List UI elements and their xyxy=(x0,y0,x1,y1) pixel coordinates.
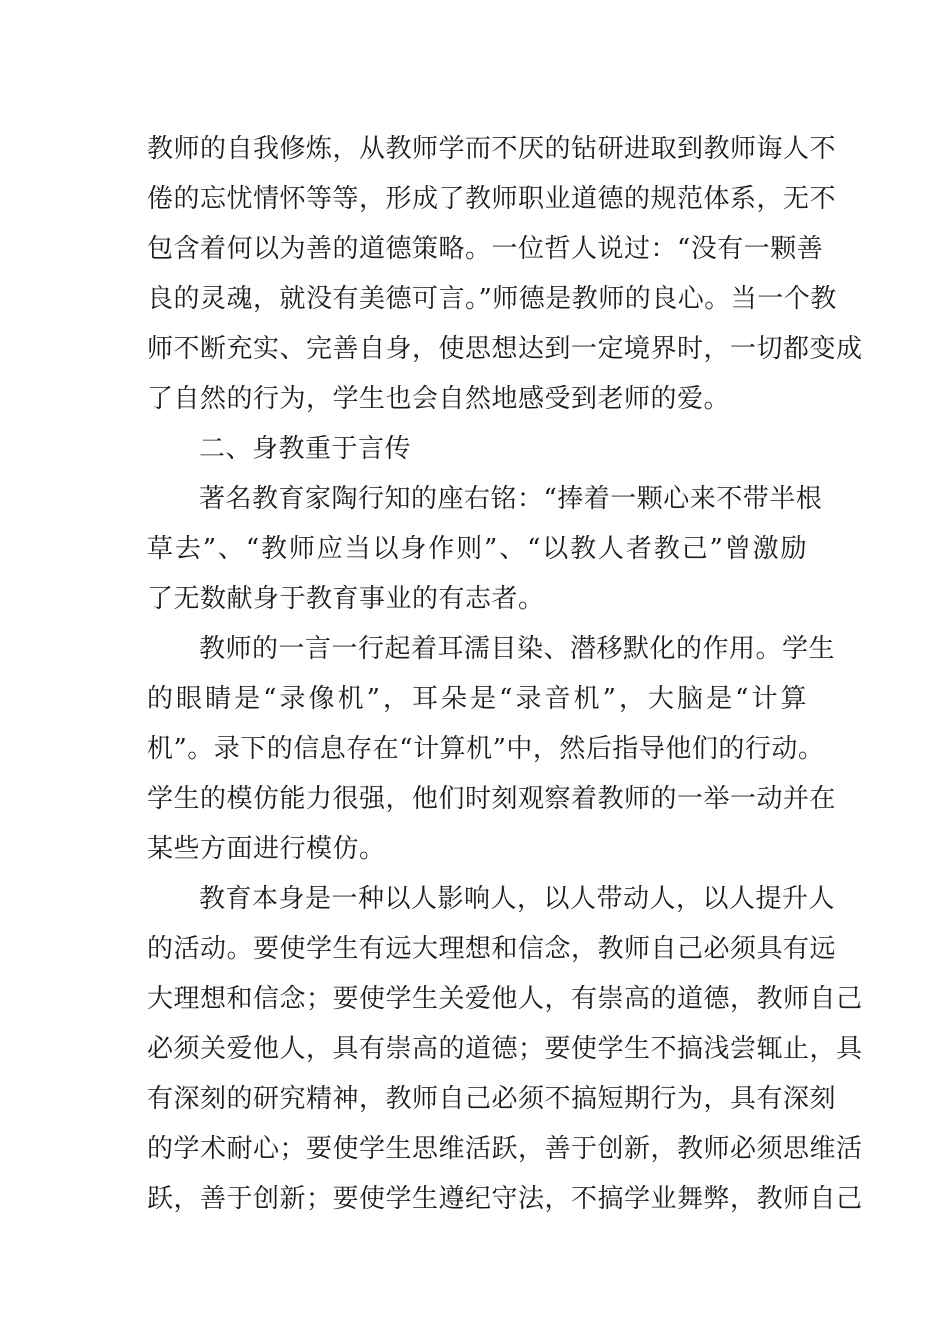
text-line: 师不断充实、完善自身，使思想达到一定境界时，一切都变成 xyxy=(147,334,863,364)
text-line: 跃，善于创新；要使学生遵纪守法，不搞学业舞弊，教师自己 xyxy=(147,1184,863,1214)
section-heading: 二、身教重于言传 xyxy=(199,434,412,464)
text-line: 包含着何以为善的道德策略。一位哲人说过：“没有一颗善 xyxy=(147,234,824,264)
text-line: 机”。录下的信息存在“计算机”中，然后指导他们的行动。 xyxy=(147,734,825,764)
text-line: 教育本身是一种以人影响人，以人带动人，以人提升人 xyxy=(199,884,836,914)
body-text xyxy=(147,124,863,1224)
text-line: 必须关爱他人，具有崇高的道德；要使学生不搞浅尝辄止，具 xyxy=(147,1034,863,1064)
text-line: 学生的模仿能力很强，他们时刻观察着教师的一举一动并在 xyxy=(147,784,837,814)
text-line: 大理想和信念；要使学生关爱他人，有崇高的道德，教师自己 xyxy=(147,984,863,1014)
text-line: 的眼睛是“录像机”，耳朵是“录音机”，大脑是“计算 xyxy=(147,684,807,714)
text-line: 草去”、“教师应当以身作则”、“以教人者教己”曾激励 xyxy=(147,534,807,564)
text-line: 教师的自我修炼，从教师学而不厌的钻研进取到教师诲人不 xyxy=(147,134,837,164)
text-line: 著名教育家陶行知的座右铭：“捧着一颗心来不带半根 xyxy=(199,484,823,514)
text-line: 的活动。要使学生有远大理想和信念，教师自己必须具有远 xyxy=(147,934,837,964)
text-line: 了无数献身于教育事业的有志者。 xyxy=(147,584,545,614)
text-line: 教师的一言一行起着耳濡目染、潜移默化的作用。学生 xyxy=(199,634,836,664)
text-line: 的学术耐心；要使学生思维活跃，善于创新，教师必须思维活 xyxy=(147,1134,863,1164)
text-line: 良的灵魂，就没有美德可言。”师德是教师的良心。当一个教 xyxy=(147,284,837,314)
text-line: 有深刻的研究精神，教师自己必须不搞短期行为，具有深刻 xyxy=(147,1084,837,1114)
text-line: 了自然的行为，学生也会自然地感受到老师的爱。 xyxy=(147,384,731,414)
text-line: 某些方面进行模仿。 xyxy=(147,834,386,864)
text-line: 倦的忘忧情怀等等，形成了教师职业道德的规范体系，无不 xyxy=(147,184,837,214)
